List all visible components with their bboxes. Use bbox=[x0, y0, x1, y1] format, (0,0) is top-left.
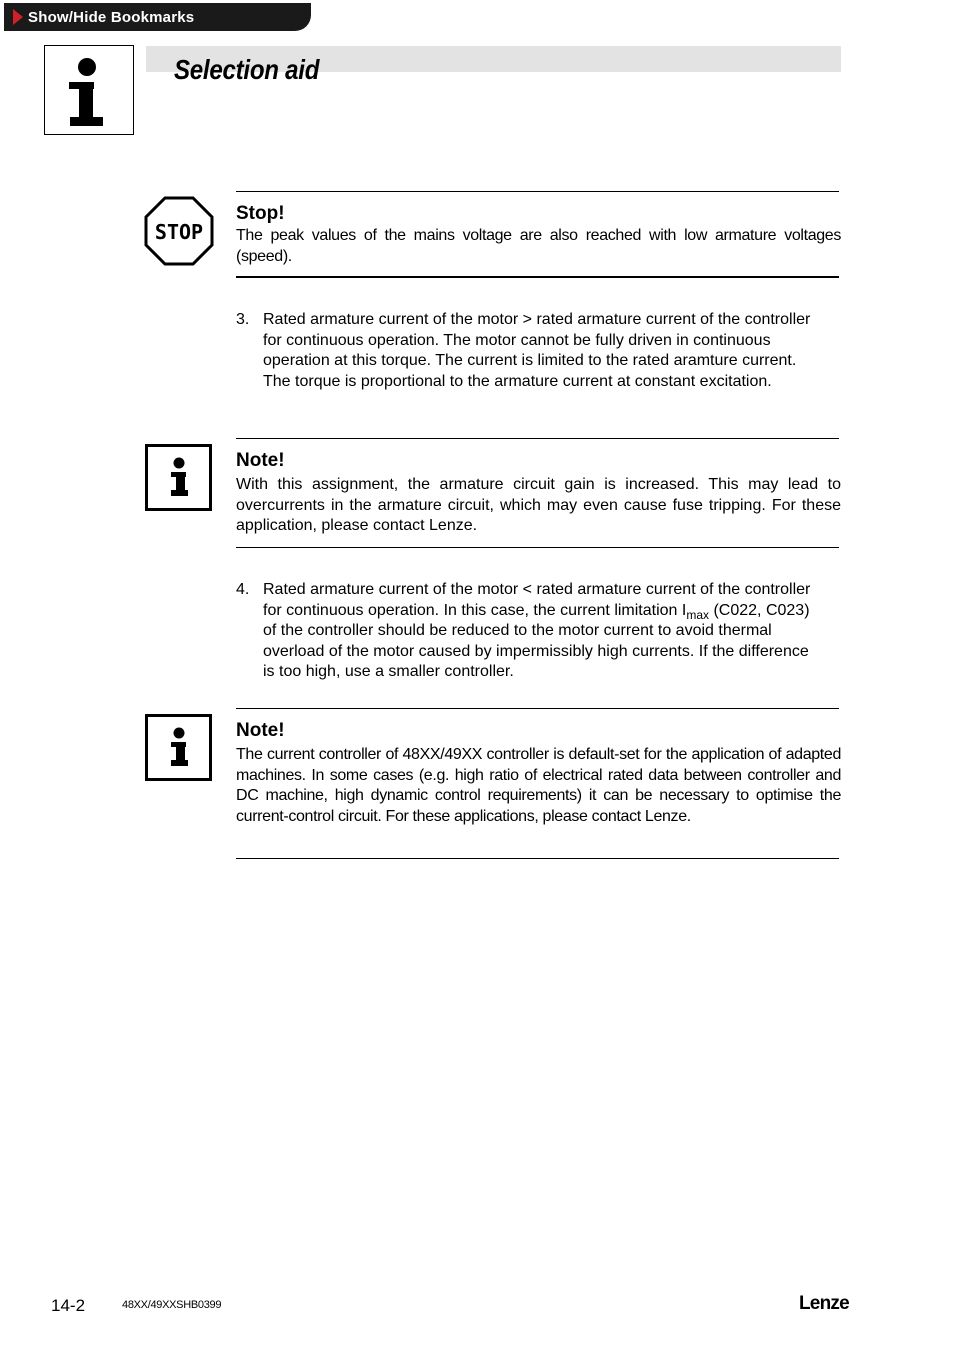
stop-bottom-rule bbox=[236, 276, 839, 278]
note2-bottom-rule bbox=[236, 858, 839, 859]
list-item-number: 3. bbox=[236, 311, 250, 328]
note1-heading: Note! bbox=[236, 450, 285, 471]
note1-top-rule bbox=[236, 438, 839, 439]
list-item-3 bbox=[236, 310, 816, 392]
note2-text: The current controller of 48XX/49XX controller is default-set for the application of adapted machines. In some cases (e.g. high ratio of electrical rated data between controller and DC machine, high dynamic control requirements) it can be necessary to optimise the current-control circuit. For these applications, please contact Lenze. bbox=[236, 746, 841, 825]
page-number: 14-2 bbox=[51, 1296, 86, 1315]
current-symbol: I bbox=[681, 601, 687, 619]
note1-text: With this assignment, the armature circuit gain is increased. This may lead to overcurrents in the armature circuit, which may even cause fuse tripping. For these application, please contact Lenze. bbox=[236, 476, 841, 534]
document-id: 48XX/49XXSHB0399 bbox=[122, 1299, 222, 1311]
list-item-number: 4. bbox=[236, 581, 250, 598]
info-icon bbox=[145, 714, 212, 781]
note2-heading: Note! bbox=[236, 720, 285, 741]
note1-bottom-rule bbox=[236, 547, 839, 548]
list-item-text-part2: (C022, C023) of the controller should be reduced to the motor current to avoid thermal overload of the motor caused by impermissibly high currents. If the difference is too high, use a smaller controller. bbox=[263, 601, 810, 680]
stop-sign-text: STOP bbox=[154, 220, 204, 244]
stop-text: The peak values of the mains voltage are also reached with low armature voltages (speed). bbox=[236, 227, 841, 265]
page-title: Selection aid bbox=[174, 54, 320, 85]
list-item-text-part1: Rated armature current of the motor < rated armature current of the controller for continuous operation. In this case, the current limitation bbox=[263, 581, 811, 619]
note2-top-rule bbox=[236, 708, 839, 709]
triangle-right-icon bbox=[13, 9, 23, 25]
show-hide-bookmarks-button[interactable] bbox=[4, 3, 311, 31]
lenze-logo: Lenze bbox=[799, 1293, 849, 1314]
list-item-text bbox=[263, 580, 816, 683]
stop-sign-icon bbox=[144, 196, 214, 266]
info-icon bbox=[145, 444, 212, 511]
stop-heading: Stop! bbox=[236, 203, 285, 224]
list-item-text: Rated armature current of the motor > rated armature current of the controller for continuous operation. The motor cannot be fully driven in continuous operation at this torque. The current is limited to the rated aramture current. The torque is proportional to the armature current at constant excitation. bbox=[263, 311, 811, 390]
info-icon bbox=[44, 45, 134, 135]
current-subscript: max bbox=[686, 607, 710, 622]
bookmarks-label: Show/Hide Bookmarks bbox=[28, 8, 195, 26]
stop-top-rule bbox=[236, 191, 839, 192]
list-item-4 bbox=[236, 580, 816, 683]
